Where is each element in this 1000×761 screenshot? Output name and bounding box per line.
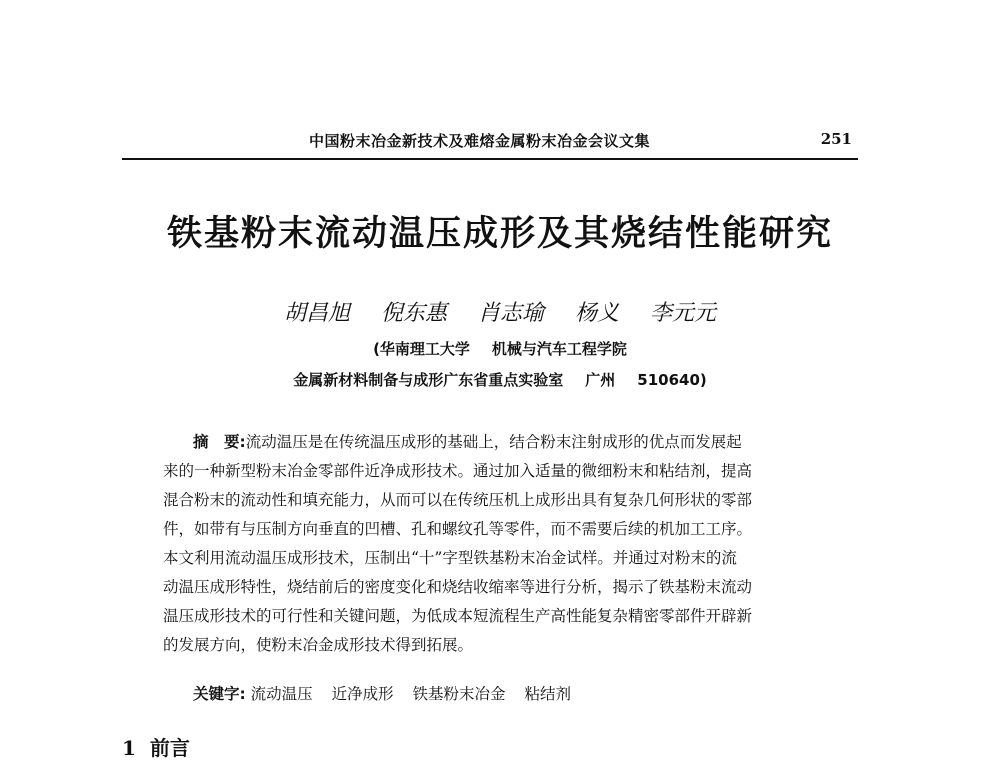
author-name: 肖志瑜	[477, 301, 544, 326]
section-heading	[122, 732, 190, 761]
abstract-line: 动温压成形特性，烧结前后的密度变化和烧结收缩率等进行分析，揭示了铁基粉末流动	[163, 578, 753, 596]
keyword: 粘结剂	[524, 685, 572, 703]
postal-code: 510640)	[637, 371, 707, 389]
keywords-label: 关键字:	[193, 685, 246, 703]
page-number: 251	[820, 130, 852, 148]
keywords	[193, 682, 585, 704]
abstract-label: 摘 要:	[193, 433, 246, 451]
abstract-text: 流动温压是在传统温压成形的基础上，结合粉末注射成形的优点而发展起	[245, 433, 742, 451]
author-name: 李元元	[650, 301, 717, 326]
abstract-line: 件，如带有与压制方向垂直的凹槽、孔和螺纹孔等零件，而不需要后续的机加工工序。	[163, 520, 753, 538]
keyword: 铁基粉末冶金	[412, 685, 506, 703]
keyword: 近净成形	[331, 685, 394, 703]
abstract-line	[163, 428, 847, 457]
abstract-line: 混合粉末的流动性和填充能力，从而可以在传统压机上成形出具有复杂几何形状的零部	[163, 491, 753, 509]
section-number: 1	[122, 736, 136, 760]
author-list	[0, 296, 1000, 327]
running-header	[122, 126, 858, 160]
author-name: 倪东惠	[380, 301, 447, 326]
department-name: 机械与汽车工程学院	[491, 340, 627, 358]
abstract	[163, 428, 847, 660]
keyword: 流动温压	[250, 685, 313, 703]
paper-title: 铁基粉末流动温压成形及其烧结性能研究	[166, 213, 833, 254]
lab-name: 金属新材料制备与成形广东省重点实验室	[293, 371, 564, 389]
abstract-line: 来的一种新型粉末冶金零部件近净成形技术。通过加入适量的微细粉末和粘结剂，提高	[163, 462, 753, 480]
affiliation-line-1	[0, 338, 1000, 359]
proceedings-title: 中国粉末冶金新技术及难熔金属粉末冶金会议文集	[309, 132, 651, 150]
author-name: 杨义	[575, 301, 620, 326]
city-name: 广州	[585, 371, 616, 389]
university-name: (华南理工大学	[373, 340, 470, 358]
abstract-line: 温压成形技术的可行性和关键问题，为低成本短流程生产高性能复杂精密零部件开辟新	[163, 607, 753, 625]
author-name: 胡昌旭	[283, 301, 350, 326]
affiliation-line-2	[0, 369, 1000, 390]
abstract-line: 本文利用流动温压成形技术，压制出“十”字型铁基粉末冶金试样。并通过对粉末的流	[163, 549, 737, 567]
section-title: 前言	[149, 736, 190, 760]
abstract-line: 的发展方向，使粉末冶金成形技术得到拓展。	[163, 636, 474, 654]
